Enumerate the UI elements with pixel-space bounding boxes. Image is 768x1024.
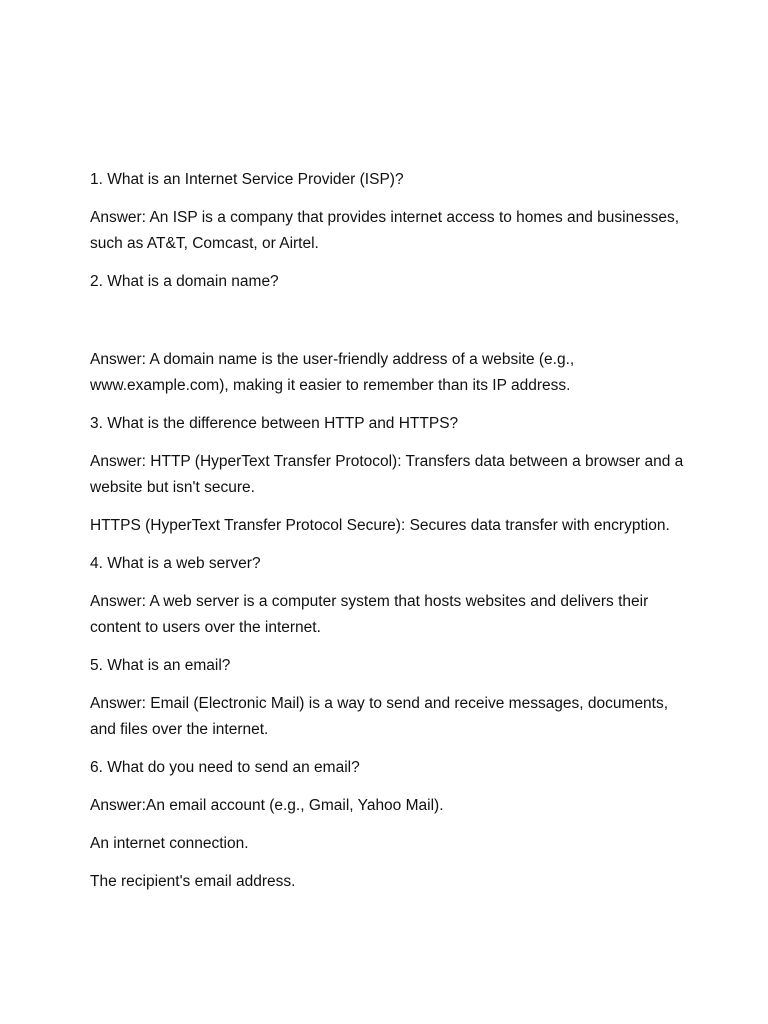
answer-6-recipient: The recipient's email address.: [90, 873, 296, 890]
answer-3-https: HTTPS (HyperText Transfer Protocol Secure): Secures data transfer with encryption.: [90, 517, 670, 534]
question-2: 2. What is a domain name?: [90, 273, 279, 290]
blank-gap: [90, 307, 690, 347]
answer-2: Answer: A domain name is the user-friendly address of a website (e.g., www.example.com), making it easier to remember than its IP address.: [90, 351, 575, 394]
answer-6-account: Answer:An email account (e.g., Gmail, Yahoo Mail).: [90, 797, 444, 814]
document-body: [90, 167, 690, 907]
answer-5: Answer: Email (Electronic Mail) is a way to send and receive messages, documents, and files over the internet.: [90, 695, 669, 738]
answer-1: Answer: An ISP is a company that provides internet access to homes and businesses, such as AT&T, Comcast, or Airtel.: [90, 209, 680, 252]
answer-6-connection: An internet connection.: [90, 835, 249, 852]
question-3: 3. What is the difference between HTTP and HTTPS?: [90, 415, 459, 432]
question-4: 4. What is a web server?: [90, 555, 261, 572]
question-6: 6. What do you need to send an email?: [90, 759, 360, 776]
question-1: 1. What is an Internet Service Provider (ISP)?: [90, 171, 404, 188]
answer-4: Answer: A web server is a computer system that hosts websites and delivers their content to users over the internet.: [90, 593, 649, 636]
question-5: 5. What is an email?: [90, 657, 231, 674]
answer-3-http: Answer: HTTP (HyperText Transfer Protocol): Transfers data between a browser and a website but isn't secure.: [90, 453, 684, 496]
